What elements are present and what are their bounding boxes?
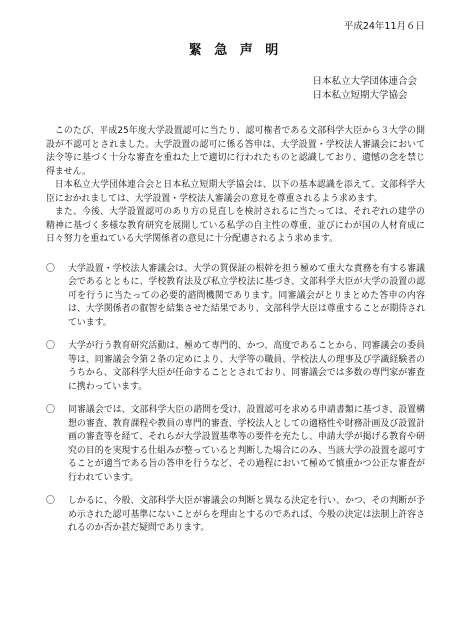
- statement-title: 緊 急 声 明: [188, 43, 283, 58]
- basic-recognition-item: [46, 263, 425, 331]
- circle-bullet-icon: 〇: [46, 496, 55, 506]
- issuing-organizations: [46, 75, 425, 103]
- body-paragraph: また、今後、大学設置認可のあり方の見直しを検討されるに当たっては、それぞれの建学の精神に基づく多様な教育研究を展開している私学の自主性の尊重、並びにわが国の人材育成に日々努力を重ねている大学関係者の意見に十分配慮されるよう求めます。: [46, 207, 425, 244]
- basic-recognition-text: 大学設置・学校法人審議会は、大学の質保証の根幹を担う極めて重大な責務を有する審議会であるとともに、学校教育法及び私立学校法に基づき、文部科学大臣が大学の設置の認可を行うに当たっての必要的諮問機関であります。同審議会がとりまとめた答申の内容は、大学関係者の叡智を結集させた結果であり、文部科学大臣は尊重することが期待されています。: [68, 263, 425, 328]
- body-paragraph: このたび、平成25年度大学設置認可に当たり、認可権者である文部科学大臣から３大学の開設が不認可とされました。大学設置の認可に係る答申は、大学設置・学校法人審議会において法令等に基づく十分な審査を重ねた上で適切に行われたものと認識しており、遺憾の念を禁じ得ません。: [46, 126, 425, 177]
- basic-recognition-text: しかるに、今般、文部科学大臣が審議会の判断と異なる決定を行い、かつ、その判断が予め示された認可基準にないことがらを理由とするのであれば、今般の決定は法制上許容されるのか否か甚だ疑問であります。: [68, 496, 425, 533]
- statement-date: 平成24年11月６日: [343, 21, 425, 32]
- organization-name: 日本私立短期大学協会: [312, 90, 408, 101]
- circle-bullet-icon: 〇: [46, 263, 55, 274]
- circle-bullet-icon: 〇: [46, 341, 55, 351]
- basic-recognition-item: [46, 404, 425, 485]
- organization-name: 日本私立大学団体連合会: [312, 76, 417, 87]
- basic-recognition-text: 大学が行う教育研究活動は、極めて専門的、かつ、高度であることから、同審議会の委員等は、同審議会令第２条の定めにより、大学等の職員、学校法人の理事及び学識経験者のうちから、文部科学大臣が任命することとされており、同審議会では多数の専門家が審査に携わっています。: [68, 341, 425, 392]
- basic-recognition-item: [46, 495, 425, 536]
- circle-bullet-icon: 〇: [46, 405, 55, 415]
- basic-recognition-item: [46, 340, 425, 394]
- body-paragraph: 日本私立大学団体連合会と日本私立短期大学協会は、以下の基本認識を添えて、文部科学大臣におかれましては、大学設置・学校法人審議会の意見を尊重されるよう求めます。: [46, 180, 425, 204]
- basic-recognition-text: 同審議会では、文部科学大臣の諮問を受け、設置認可を求める申請書類に基づき、設置構想の審査、教育課程や教員の専門的審査、学校法人としての適格性や財務計画及び設置計画の審査等を経て、それらが大学設置基準等の要件を充たし、申請大学が掲げる教育や研究の目的を実現する仕組みが整っていると判断した場合にのみ、当該大学の設置を認可することが適当である旨の答申を行うなど、その過程において極めて慎重かつ公正な審査が行われています。: [68, 405, 425, 483]
